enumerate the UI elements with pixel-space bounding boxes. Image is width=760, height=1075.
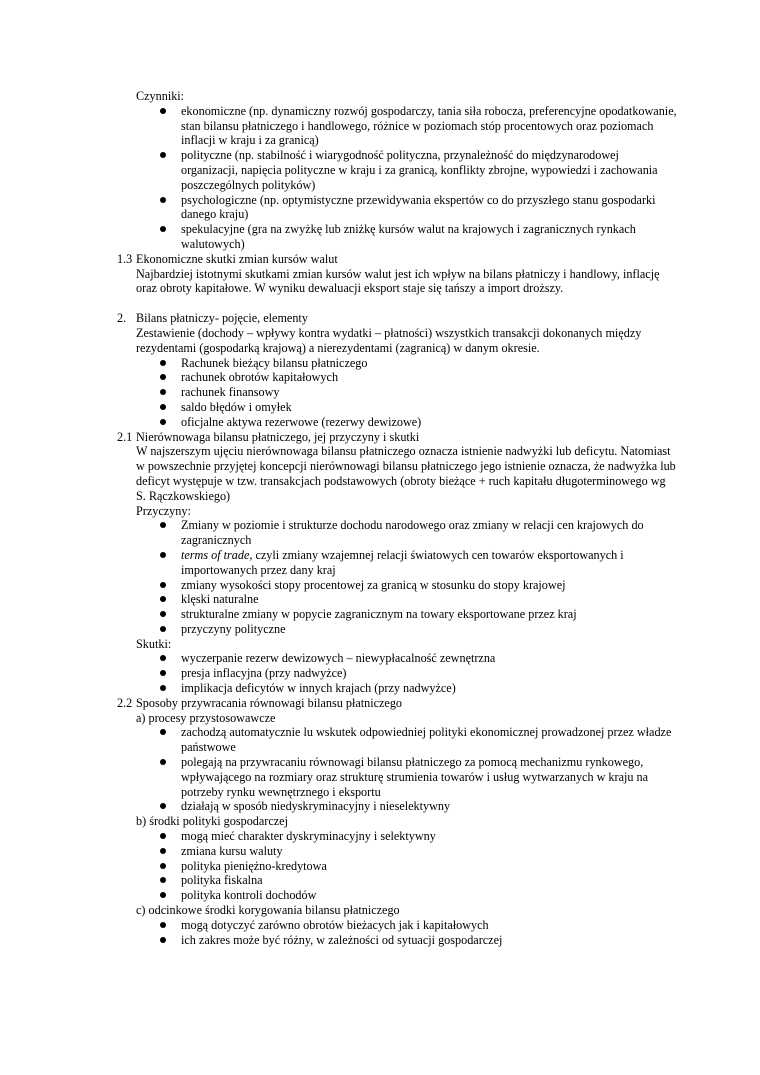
list-item: mogą dotyczyć zarówno obrotów bieżacych jak i kapitałowych bbox=[181, 918, 677, 933]
skutki-label: Skutki: bbox=[136, 636, 172, 651]
list-item: zachodzą automatycznie lu wskutek odpowiedniej polityki ekonomicznej prowadzonej przez władze państwowe bbox=[181, 725, 677, 755]
section-2-1-text: W najszerszym ujęciu nierównowaga bilansu płatniczego oznacza istnienie nadwyżki lub deficytu. Natomiast w powszechnie przyjętej koncepcji nierównowagi bilansu płatniczego jego istnienie oznacza, że nadwyżka lub deficyt występuje w tzw. transakcjach podstawowych (obroty bieżące + ruch kapitału długoterminowego wg S. Rączkowskiego) bbox=[136, 444, 676, 503]
list-item: spekulacyjne (gra na zwyżkę lub zniżkę kursów walut na krajowych i zagranicznych rynkach walutowych) bbox=[181, 222, 677, 252]
list-item: mogą mieć charakter dyskryminacyjny i selektywny bbox=[181, 829, 677, 844]
italic-term: terms of trade bbox=[181, 547, 250, 562]
section-number: 2.1 bbox=[117, 429, 133, 444]
list-item: ich zakres może być różny, w zależności od sytuacji gospodarczej bbox=[181, 933, 677, 948]
list-item: zmiany wysokości stopy procentowej za granicą w stosunku do stopy krajowej bbox=[181, 578, 677, 593]
section-number: 1.3 bbox=[117, 251, 133, 266]
subsection-b-list bbox=[117, 829, 677, 903]
list-item: rachunek finansowy bbox=[181, 385, 677, 400]
skutki-list bbox=[117, 651, 677, 695]
list-item: klęski naturalne bbox=[181, 592, 677, 607]
list-item: działają w sposób niedyskryminacyjny i nieselektywny bbox=[181, 799, 677, 814]
list-item bbox=[181, 548, 677, 578]
section-2-heading bbox=[117, 311, 677, 326]
section-2-list bbox=[117, 356, 677, 430]
section-title: Bilans płatniczy- pojęcie, elementy bbox=[136, 311, 308, 326]
list-item: Rachunek bieżący bilansu płatniczego bbox=[181, 356, 677, 371]
list-item: implikacja deficytów w innych krajach (przy nadwyżce) bbox=[181, 681, 677, 696]
document-body bbox=[117, 89, 677, 947]
section-number: 2.2 bbox=[117, 695, 133, 710]
section-number: 2. bbox=[117, 311, 127, 326]
list-item: przyczyny polityczne bbox=[181, 622, 677, 637]
subsection-a-list bbox=[117, 725, 677, 814]
list-item: presja inflacyjna (przy nadwyżce) bbox=[181, 666, 677, 681]
list-item: oficjalne aktywa rezerwowe (rezerwy dewizowe) bbox=[181, 415, 677, 430]
list-item: polegają na przywracaniu równowagi bilansu płatniczego za pomocą mechanizmu rynkowego, wpływającego na rozmiary oraz strukturę strumienia towarów i usług wytwarzanych w kraju na potrzeby rynku wewnętrznego i eksportu bbox=[181, 755, 677, 799]
list-item: wyczerpanie rezerw dewizowych – niewypłacalność zewnętrzna bbox=[181, 651, 677, 666]
przyczyny-label: Przyczyny: bbox=[136, 503, 191, 518]
section-1-3-heading bbox=[117, 252, 677, 267]
czynniki-list bbox=[117, 104, 677, 252]
list-item: polityczne (np. stabilność i wiarygodność polityczna, przynależność do międzynarodowej organizacji, napięcia polityczne w kraju i za granicą, konflikty zbrojne, wypowiedzi i zachowania poszczególnych polityków) bbox=[181, 148, 677, 192]
section-2-text: Zestawienie (dochody – wpływy kontra wydatki – płatności) wszystkich transakcji dokonanych między rezydentami (gospodarką krajową) a nierezydentami (zagranicą) w danym okresie. bbox=[136, 325, 642, 355]
section-1-3-text: Najbardziej istotnymi skutkami zmian kursów walut jest ich wpływ na bilans płatniczy i handlowy, inflację oraz obroty kapitałowe. W wyniku dewaluacji eksport staje się tańszy a import droższy. bbox=[136, 266, 660, 296]
section-title: Nierównowaga bilansu płatniczego, jej przyczyny i skutki bbox=[136, 429, 420, 444]
list-item: rachunek obrotów kapitałowych bbox=[181, 370, 677, 385]
section-2-2-heading bbox=[117, 696, 677, 711]
section-2-1-heading bbox=[117, 430, 677, 445]
list-item: polityka fiskalna bbox=[181, 873, 677, 888]
section-title: Sposoby przywracania równowagi bilansu płatniczego bbox=[136, 695, 403, 710]
list-item: strukturalne zmiany w popycie zagranicznym na towary eksportowane przez kraj bbox=[181, 607, 677, 622]
subsection-c-label: c) odcinkowe środki korygowania bilansu płatniczego bbox=[136, 903, 400, 918]
subsection-b-label: b) środki polityki gospodarczej bbox=[136, 814, 288, 829]
list-item: polityka pieniężno-kredytowa bbox=[181, 859, 677, 874]
section-title: Ekonomiczne skutki zmian kursów walut bbox=[136, 251, 338, 266]
list-item: saldo błędów i omyłek bbox=[181, 400, 677, 415]
list-item: zmiana kursu waluty bbox=[181, 844, 677, 859]
list-item-text: , czyli zmiany wzajemnej relacji światowych cen towarów eksportowanych i importowanych przez dany kraj bbox=[181, 547, 624, 577]
przyczyny-list bbox=[117, 518, 677, 636]
list-item: Zmiany w poziomie i strukturze dochodu narodowego oraz zmiany w relacji cen krajowych do zagranicznych bbox=[181, 518, 677, 548]
subsection-a-label: a) procesy przystosowawcze bbox=[136, 710, 276, 725]
list-item: ekonomiczne (np. dynamiczny rozwój gospodarczy, tania siła robocza, preferencyjne opodatkowanie, stan bilansu płatniczego i handlowego, różnice w poziomach stóp procentowych oraz poziomach inflacji w kraju i za granicą) bbox=[181, 103, 677, 148]
czynniki-label: Czynniki: bbox=[136, 89, 185, 103]
subsection-c-list bbox=[117, 918, 677, 948]
list-item: polityka kontroli dochodów bbox=[181, 888, 677, 903]
list-item: psychologiczne (np. optymistyczne przewidywania ekspertów co do przyszłego stanu gospodarki danego kraju) bbox=[181, 193, 677, 223]
